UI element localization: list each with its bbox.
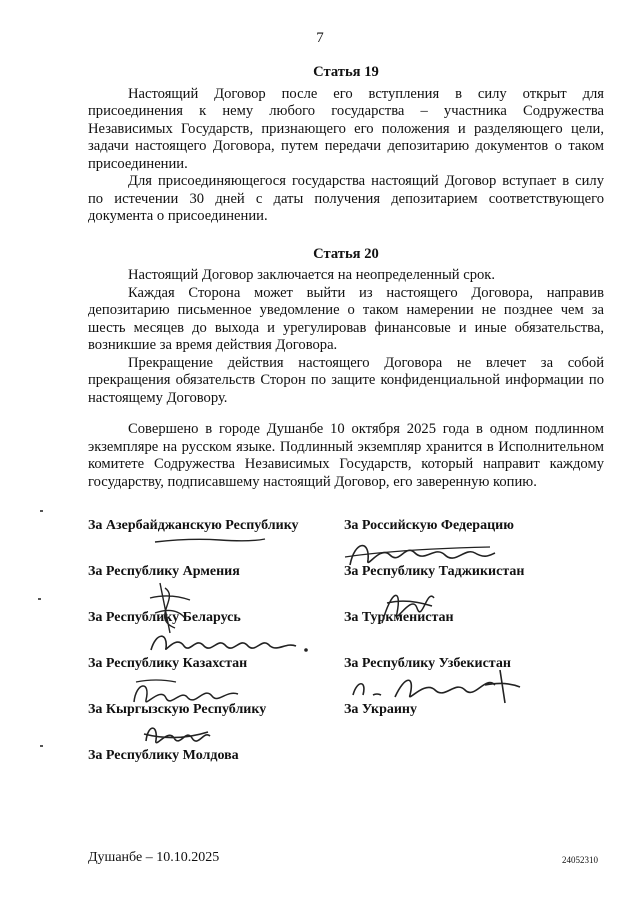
article-20-paragraph-1: Настоящий Договор заключается на неопределенный срок. [128, 267, 496, 283]
document-body [88, 58, 604, 491]
signatory-ukraine: За Украину [344, 702, 418, 717]
article-19-title: Статья 19 [313, 64, 379, 80]
signatory-uzbekistan: За Республику Узбекистан [344, 656, 511, 671]
signature-block [88, 518, 608, 794]
article-20-paragraph-3: Прекращение действия настоящего Договора не влечет за собой прекращения обязательств Сторон по защите конфиденциальной информации по настоящему Договору. [88, 354, 604, 406]
signatory-turkmenistan: За Туркменистан [344, 610, 454, 625]
footer-doc-code: 24052310 [562, 855, 598, 865]
signatory-russia: За Российскую Федерацию [344, 518, 514, 533]
article-20-title: Статья 20 [313, 245, 379, 262]
footer-place-date: Душанбе – 10.10.2025 [88, 850, 220, 865]
page-number: 7 [316, 30, 324, 46]
signatory-kazakhstan: За Республику Казахстан [88, 656, 248, 671]
signatory-tajikistan: За Республику Таджикистан [344, 564, 525, 579]
margin-mark [38, 598, 41, 600]
margin-mark [40, 510, 43, 512]
signatory-armenia: За Республику Армения [88, 564, 240, 579]
article-19-paragraph-2: Для присоединяющегося государства настоящий Договор вступает в силу по истечении 30 дней с даты получения депозитарием соответствующего документа о присоединении. [88, 173, 604, 224]
signatory-belarus: За Республику Беларусь [88, 610, 241, 625]
signatory-kyrgyzstan: За Кыргызскую Республику [88, 702, 267, 717]
signatory-azerbaijan: За Азербайджанскую Республику [88, 518, 299, 533]
closing-paragraph: Совершено в городе Душанбе 10 октября 2025 года в одном подлинном экземпляре на русском языке. Подлинный экземпляр хранится в Исполнительном комитете Содружества Независимых Государств, который направит каждому государству, подписавшему настоящий Договор, его заверенную копию. [88, 421, 604, 490]
article-20-paragraph-2: Каждая Сторона может выйти из настоящего Договора, направив депозитарию письменное уведомление о таком намерении не позднее чем за шесть месяцев до выхода и урегулировав финансовые и иные обязательства, возникшие за время действия Договора. [88, 284, 604, 353]
margin-mark [40, 745, 43, 747]
article-19-paragraph-1: Настоящий Договор после его вступления в силу открыт для присоединения к нему любого государства – участника Содружества Независимых Государств, признающего его положения и разделяющего цели, задачи настоящего Договора, путем передачи депозитарию документов о таком присоединении. [88, 85, 604, 172]
signatory-moldova: За Республику Молдова [88, 748, 239, 763]
